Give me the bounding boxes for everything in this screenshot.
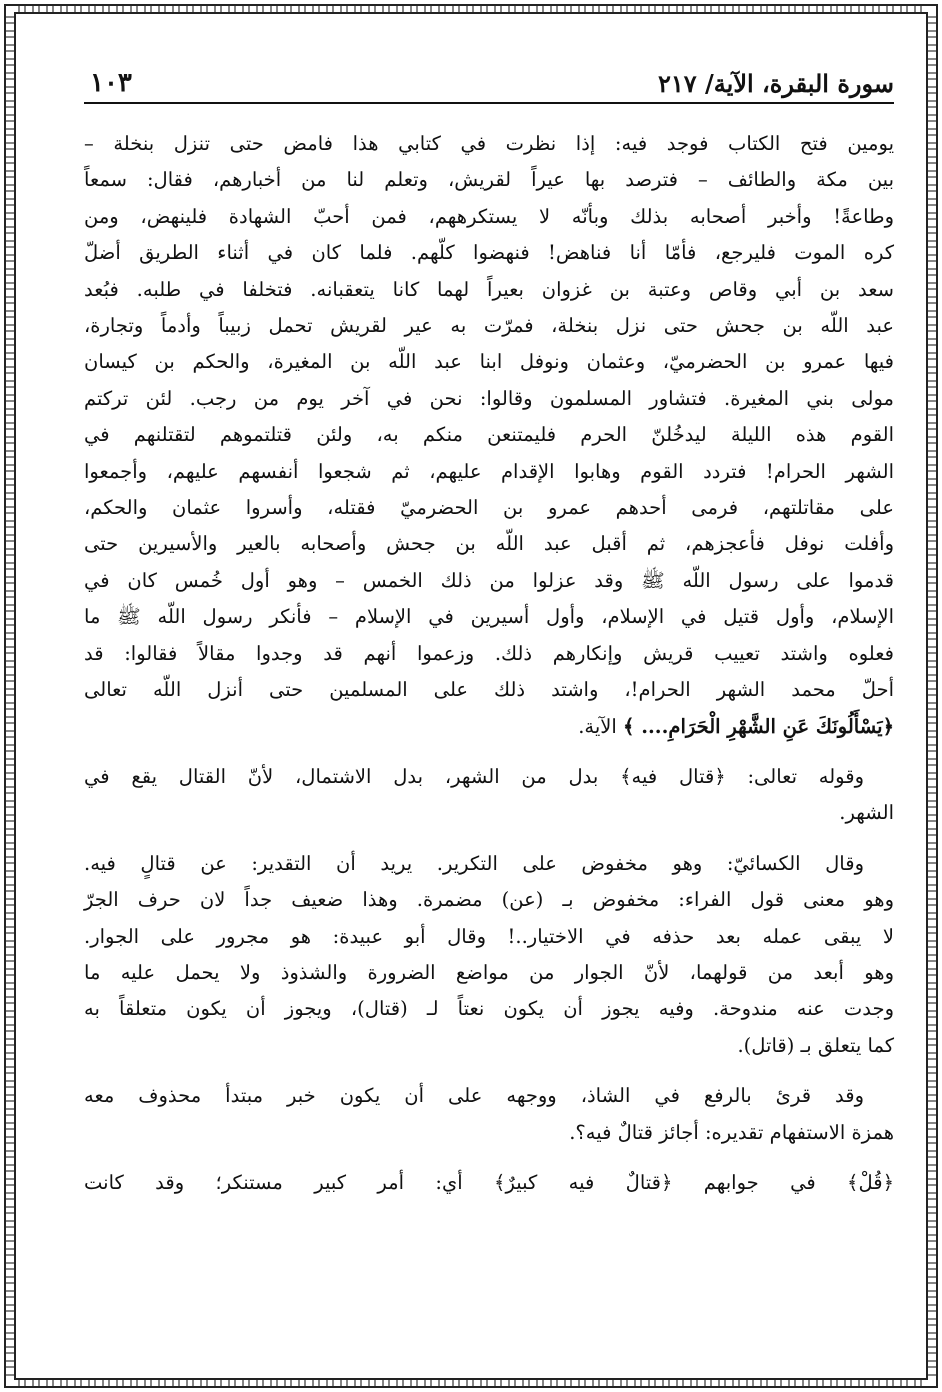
text-line: قدموا على رسول اللّه ﷺ وقد عزلوا من ذلك الخمس – وهو أول خُمس كان في — [84, 568, 894, 592]
paragraph — [84, 759, 894, 832]
text-line: الشهر. — [839, 801, 894, 825]
text-line: ﴿قُلْ﴾ في جوابهم ﴿قتالٌ فيه كبيرٌ﴾ أي: أمر كبير مستنكر؛ وقد كانت — [84, 1170, 894, 1194]
text-line: وقال الكسائيّ: وهو مخفوض على التكرير. يريد أن التقدير: عن قتالٍ فيه. — [84, 851, 864, 875]
text-line: أحلّ محمد الشهر الحرام!، واشتد ذلك على المسلمين حتى أنزل اللّه تعالى — [84, 678, 894, 702]
text-line: وهو معنى قول الفراء: مخفوض بـ (عن) مضمرة. وهذا ضعيف جداً لان حرف الجرّ — [84, 888, 894, 912]
text-line: وقد قرئ بالرفع في الشاذ، ووجهه على أن يكون خبر مبتدأ محذوف معه — [84, 1084, 864, 1108]
text-line: فعلوه واشتد تعييب قريش وإنكارهم ذلك. وزعموا أنهم قد وجدوا مقالاً فقالوا: قد — [84, 641, 894, 665]
text-line: الإسلام، وأول قتيل في الإسلام، وأول أسيرين في الإسلام – فأنكر رسول اللّه ﷺ ما — [84, 605, 894, 629]
text-line: همزة الاستفهام تقديره: أجائز قتالٌ فيه؟. — [569, 1120, 894, 1144]
text-line: وقوله تعالى: ﴿قتال فيه﴾ بدل من الشهر، بدل الاشتمال، لأنّ القتال يقع في — [84, 764, 864, 788]
text-line: وهو أبعد من قولهما، لأنّ الجوار من مواضع الضرورة والشذوذ ولا يحمل عليه ما — [84, 960, 894, 984]
page-body — [84, 126, 894, 1201]
text-line: بين مكة والطائف – فترصد بها عيراً لقريش، وتعلم لنا من أخبارهم، فقال: سمعاً — [84, 168, 894, 192]
text-line: سعد بن أبي وقاص وعتبة بن غزوان بعيراً لهما كانا يتعقبانه. فتخلفا في طلبه. فبُعد — [84, 277, 895, 301]
decorative-border-right — [928, 16, 936, 1376]
decorative-border-left — [6, 16, 14, 1376]
surah-title: سورة البقرة، الآية/ ٢١٧ — [657, 69, 894, 98]
page-number: ١٠٣ — [90, 68, 132, 98]
text-line — [84, 709, 894, 745]
text-line: يومين فتح الكتاب فوجد فيه: إذا نظرت في كتابي هذا فامض حتى تنزل بنخلة – — [84, 132, 894, 155]
book-page — [84, 60, 894, 1352]
paragraph — [84, 1078, 894, 1151]
text-line: لا يبقى عمله بعد حذفه في الاختيار..! وقال أبو عبيدة: هو مجرور على الجوار. — [84, 924, 894, 948]
text-line: مولى بني المغيرة. فتشاور المسلمون وقالوا: نحن في آخر يوم من رجب. لئن تركتم — [84, 386, 894, 410]
paragraph — [84, 1165, 894, 1201]
text-line: كما يتعلق بـ (قاتل). — [737, 1033, 894, 1057]
text-line: فيها عمرو بن الحضرميّ، وعثمان ونوفل ابنا عبد اللّه بن المغيرة، والحكم بن كيسان — [84, 350, 894, 374]
text-line: وطاعةً! وأخبر أصحابه بذلك وبأنّه لا يستكرههم، فمن أحبّ الشهادة فلينهض، ومن — [84, 204, 894, 228]
paragraph — [84, 846, 894, 1064]
decorative-border-bottom — [18, 1378, 924, 1386]
text-line: على مقاتلتهم، فرمى أحدهم عمرو بن الحضرميّ فقتله، وأسروا عثمان والحكم، — [84, 496, 894, 520]
text-line: وأفلت نوفل فأعجزهم، ثم أقبل عبد اللّه بن جحش وأصحابه بالعير والأسيرين حتى — [84, 532, 894, 556]
quran-verse: ﴿يَسْأَلُونَكَ عَنِ الشَّهْرِ الْحَرَامِ.... ﴾ — [623, 714, 894, 738]
running-header — [84, 60, 894, 104]
text-line: كره الموت فليرجع، فأمّا أنا فناهض! فنهضوا كلّهم. فلما كان في أثناء الطريق أضلّ — [84, 241, 894, 265]
verse-suffix: الآية. — [578, 714, 624, 738]
paragraph — [84, 126, 894, 745]
text-line: عبد اللّه بن جحش حتى نزل بنخلة، فمرّت به عير لقريش تحمل زبيباً وأدماً وتجارة، — [84, 314, 894, 338]
decorative-border-top — [18, 6, 924, 14]
text-line: القوم هذه الليلة ليدخُلنّ الحرم فليمتنعن منكم به، ولئن قتلتموهم لتقتلنهم في — [84, 423, 894, 447]
text-line: الشهر الحرام! فتردد القوم وهابوا الإقدام عليهم، ثم شجعوا أنفسهم عليهم، وأجمعوا — [84, 459, 894, 483]
text-line: وجدت عنه مندوحة. وفيه يجوز أن يكون نعتاً لـ (قتال)، ويجوز أن يكون متعلقاً به — [84, 997, 894, 1021]
